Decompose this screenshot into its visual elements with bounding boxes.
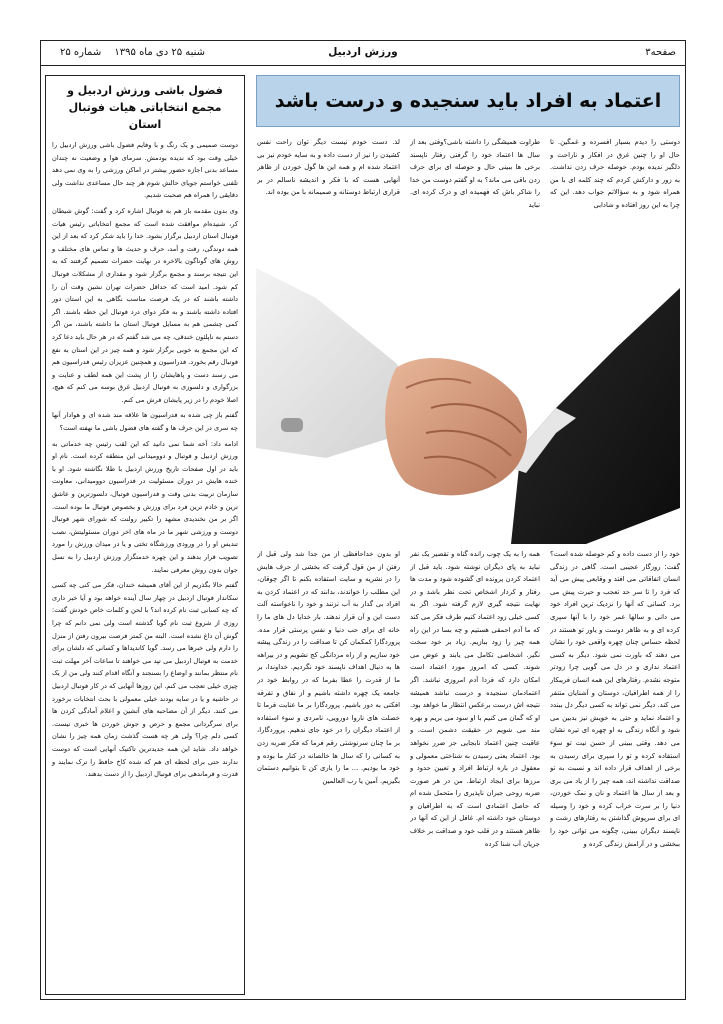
sidebar-paragraph: ادامه داد: آخه شما نمی دانید که این لقب رئیس چه خدماتی به ورزش اردبیل و فوتبال و دوومیدانی این منطقه کرده است. نام او باید در اول صفحات تاریخ ورزش اردبیل با طلا نگاشته شود. او با خنده هایش در دوران مسئولیت در فدراسیون دوومیدانی، معاونت سازمان تربیت بدنی وقت و فدراسیون فوتبال، دلسوزترین و عاشق ترین و خادم ترین فرد برای ورزش و بخصوص فوتبال ما بوده است. اگر بر من نخندیدی مشهد را تکبیر رولنت که شورای شهر فوتبال دوست و ورزشی شهر ما در ماه های اخر دوران مسئولیتش، نصب تندیس او را در ورودی ورزشگاه تختی و یا در میدان ورزش را مورد تصویب قرار بدهند و این چهره خدمتگزار ورزش اردبیل را به نسل جوان بدون روش معرفی نمایند. <box>52 439 238 574</box>
article-column-top-3 <box>257 136 400 254</box>
article-column-bottom-2 <box>410 548 540 996</box>
sidebar-body <box>52 139 238 781</box>
article-text: طراوت همیشگی را داشته باشی؟وقتی بعد از سال ها اعتماد خود را گرفتی رفتار ناپسند برخی ها ببینی حال و حوصله ای برای حرف زدن باقی می ماند؟ به او گفتم دوست من خدا را شاکر باش که فهمیده ای و درک کرده ای. نباید <box>410 138 540 209</box>
article-text: خود را از دست داده و کم حوصله شده است؟گفت: روزگار عجیبی است. گاهی در زندگی انسان اتفاقاتی می افتد و وقایعی پیش می آید که فرد را تا سر حد تعجب و حیرت پیش می برد. کسانی که آنها را نزدیک ترین افراد خود می دانی و سالها عمر خود را با آنها سپری کرده ای و به ظاهر دوست و یاور تو هستند در لحظه حساس چنان چهره واقعی خود را نشان می دهند که باورت نمی شود. دیگر به کسی اعتماد نداری و در دل می گویی چرا زودتر متوجه نشدم. رفتارهای این همه انسان فریبکار را از همه اطرافیان، دوستان و آشنایان متنفر می کند. دیگر نمی تواند به کسی دیگر دل ببندد و اعتماد نماید و حتی به خویش نیز بدبین می شود و آنگاه زندگی به او چهره ای تیره نشان می دهد. وقتی ببینی از حسن نیت تو سوء استفاده کرده و تو را سپری برای رسیدن به برخی از اهداف قرار داده اند و نسبت به تو صداقت نداشته اند، همه چیز را از یاد می بری و بعد از سال ها اعتماد و نان و نمک خوردن، دنیا را بر سرت خراب کرده و خود را وسیله ای برای سرپوش گذاشتن به رفتارهای زشت و ناپسند دیگران ببینی، چگونه می توانی خود را ببخشی و در آرامش زندگی کرده و <box>550 550 680 848</box>
issue-number: شماره ۲۵ <box>60 47 102 58</box>
handshake-photo <box>256 258 680 544</box>
article-column-bottom-1 <box>550 548 680 996</box>
sidebar-article <box>45 75 245 995</box>
issue-info <box>50 47 205 58</box>
article-column-bottom-3 <box>257 548 400 996</box>
sidebar-paragraph: دوست صمیمی و یک رنگ و با وفایم فضول باشی ورزش اردبیل را خیلی وقت بود که ندیده بودمش. سرمای هوا و وضعیت نه چندان مساعد بدنی اجازه حضور بیشتر در اماکن ورزشی را به وی نمی دهد تلفنی خواستم جویای حالش شوم هر چند حال مساعدی نداشت ولی دقایقی را همراه هم صحبت شدیم. <box>52 141 238 200</box>
sidebar-title-line1: فضول باشی ورزش اردبیل و <box>67 84 223 97</box>
article-text: لذ. دست خودم نیست دیگر توان راحت نفس کشیدن را نیز از دست داده و به سایه خودم نیز بی اعتماد شده ام و همه این ها گول خوردن از ظاهر آنهایی هست که با فکر و اندیشه ناسالم در بر قراری ارتباط دوستانه و صمیمانه با من بوده اند. <box>257 138 400 197</box>
issue-date: شنبه ۲۵ دی ماه ۱۳۹۵ <box>114 47 206 58</box>
sidebar-title <box>52 82 238 133</box>
article-text: دوستی را دیدم بسیار افسرده و غمگین. تا حال او را چنین غرق در افکار و ناراحت و دلگیر ندیده بودم. حوصله حرف زدن نداشت. به زور و دارکش کردم که چند کلمه ای با من همراه شود و به سؤالاتم جواب دهد. این که چرا به این روز افتاده و شادابی <box>550 138 680 209</box>
article-text: همه را به یک چوب رانده گناه و تقصیر یک نفر نباید به پای دیگران نوشته شود. باید قبل از اعتماد کردن پرونده ای گشوده شود و مدت ها رفتار و کردار اشخاص تحت نظر باشد و در نهایت نتیجه گیری لازم گرفته شود. اگر به کسی خیلی زود اعتماد کنیم طرف فکر می کند که ما آدم احمقی هستیم و چه بسا در این راه همه چیز را زود ببازیم. زیاد بر خود سخت نگیر. اشخاصی تکامل می یابند و عوض می شوند. کسی که امروز مورد اعتماد است امکان دارد که فردا آدم امروزی نباشد. اگر اعتمادمان سنجیده و درست نباشد همیشه نتیجه اش درست برعکس انتظار ما خواهد بود. او که گمان می کنیم با او سود می بریم و بهره مند می شویم در حقیقت دشمن است. و عاقبت چنین اعتماد نابجایی جز ضرر نخواهد بود. اعتماد یعنی رسیدن به شناختی معمولی و معقول در باره ارتباط افراد و تعیین حدود و مرزها برای ایجاد ارتباط. من در هر صورت ضربه روحی جبران ناپذیری را متحمل شده ام که حاصل اعتمادی است که به اطرافیان و دوستان خود داشته ام. غافل از این که آنها در ظاهر هستند و در قلب خود و صداقت بر خلاف جریان آب شنا کرده <box>410 550 540 848</box>
sidebar-title-line2: مجمع انتخاباتی هیات فوتبال استان <box>68 101 222 131</box>
article-column-top-1 <box>550 136 680 254</box>
page-header <box>40 40 686 66</box>
main-article-title-box <box>256 75 680 127</box>
sidebar-paragraph: وی بدون مقدمه باز هم به فوتبال اشاره کرد و گفت: گوش شیطان کر، شنیده‌ام موافقت شده است که مجمع انتخاباتی رئیس هیات فوتبال استان اردبیل برگزار بشود. خدا را باید شکر کرد که بعد از این همه دوندگی، رفت و آمد، حرف و حدیث ها و تماس های مختلف و روش های گوناگون بالاخره در نهایت حضرات تصمیم گرفتند که به این نتیجه برسند و مجمع برگزار شود و مقداری از مشکلات فوتبال کم شود. امید است که حداقل حضرات تهران نشین وقت آن را داشته باشند که در یک فرصت مناسب نگاهی به این استان دور افتاده داشته باشند و به فکر دوای درد فوتبال این خطه باشند. اگر کمی چشمی هم به مسایل فوتبال استان ما داشته باشند، من اگر دستم به ناپلئون خندقی، چه می شد گفتم که در هر حال باید دعا کرد که این مجمع به خوبی برگزار شود و همه چیز در این استان به نفع فوتبال رقم بخورد. فدراسیون و همچنین عزیزان رئیس فدراسیون هم می رسند دست و پاهایشان را از پشت این همه لطف و عنایت و بزرگواری و دلسوزی به فوتبال اردبیل غرق بوسه می کنم که هیچ، اصلا خودم را در زیر پایشان فرش می کنم. <box>52 206 238 404</box>
page-number: صفحه۳ <box>645 47 676 58</box>
handshake-illustration <box>256 258 680 544</box>
sidebar-paragraph: گفتم باز چی شده به فدراسیون ها علاقه مند شده ای و هوادار آنها چه سری در این حرف ها و گفته های فضول باشی ما نهفته است؟ <box>52 411 238 433</box>
article-column-top-2 <box>410 136 540 254</box>
article-text: او بدون خداحافظی از من جدا شد ولی قبل از رفتن از من قول گرفت که بخشی از حرف هایش را در نشریه و سایت استفاده بکنم تا اگر چوقان، این مطلب را خواندند، بدانند که در اعتماد کردن به افراد بی گدار به آب نزنند و خود را ناخواسته آلت دست این و آن قرار ندهند. بار خدایا دل های ما را خانه ای برای حب دنیا و نفس پرستی قرار مده. پروردگارا کمکمان کن تا صداقت را در زندگی پیشه خود سازیم و از راه مردانگی کج نشویم و در بیراهه ها به دنبال اهداف ناپسند خود نگردیم. خداوندا، بر ما از قدرت را عطا بفرما که در روابط خود در جامعه یک چهره داشته باشیم و از نفاق و تفرقه افکنی به دور باشیم. پروردگارا بر ما عنایت فرما تا خصلت های ناروا دورویی، نامردی و سوء استفاده از اعتماد دیگران را در خود جای ندهیم. پروردگارا، بر ما چنان سرنوشتی رقم فرما که فکر ضربه زدن به کسانی را که سال ها خالصانه در کنار ما بوده و خود ما بودیم. ... ما را یاری کن تا بتوانیم دستمان بگیریم. آمین یا رب العالمین <box>257 550 400 785</box>
publication-name: ورزش اردبیل <box>328 46 398 58</box>
main-article-title: اعتماد به افراد باید سنجیده و درست باشد <box>274 90 662 112</box>
sidebar-paragraph: گفتم حالا بگذریم از این آقای همیشه خندان، فکر می کنی چه کسی سکاندار فوتبال اردبیل در چهار سال آینده خواهد بود و آیا خبر داری که چه کسانی ثبت نام کرده اند؟ با لحن و کلمات خاص خودش گفت: روزی از شروع ثبت نام گویا گذشته است ولی نمی دانم که چرا گوش آن داغ نشده است. البته من کمتر فرصت بیرون رفتن از منزل را دارم ولی خبرها می رسد. گویا کاندیداها و کسانی که دلشان برای خدمت به فوتبال اردبیل می تپد می خواهند تا ساعات آخر مهلت ثبت نام منتظر بمانند و اوضاع را بسنجند و آنگاه اقدام کنند ولی من از یک چیزی خیلی تعجب می کنم. این روزها آنهایی که در کار فوتبال اردبیل در حاشیه و یا در سایه بودند خیلی معمولی با بحث انتخابات برخورد می کنند. دیگر از آن مصاحبه های آتشین و اعلام آمادگی کردن ها برای سرگردانی مجمع و حرص و جوش خوردن ها خبری نیست. کسی دلم چرا؟ ولی هر چه هست گذشت زمان همه چیز را نشان خواهد داد. شاید این همه جدیدترین تاکتیک آنهایی است که دوست ندارند حتی برای لحظه ای هم که شده کاخ حافظ را ترک نمایند و قدرت و فرماندهی برای فوتبال اردبیل را از دست بدهند. <box>52 581 238 779</box>
